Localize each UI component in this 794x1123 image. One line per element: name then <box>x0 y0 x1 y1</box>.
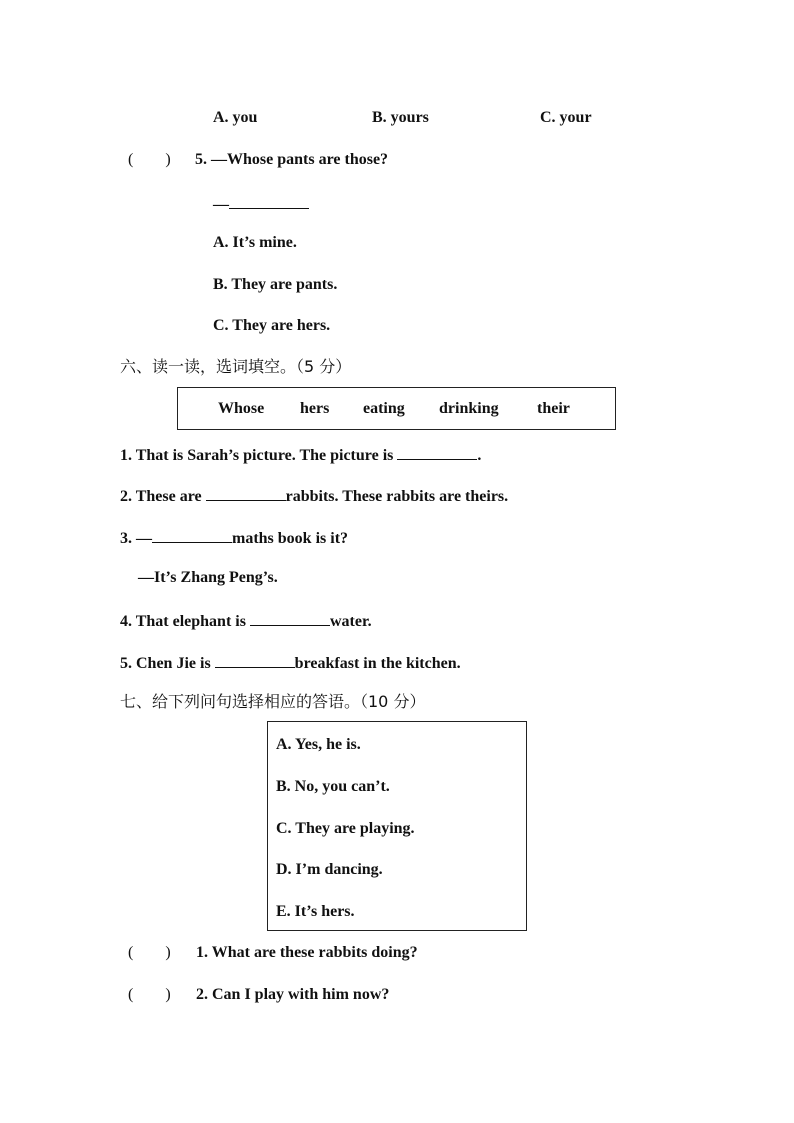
word-bank-box <box>177 387 616 430</box>
s7-q1-answer-paren[interactable]: ( ) <box>128 944 171 961</box>
q5-option-a: A. It’s mine. <box>213 234 297 251</box>
s6-item-4-blank[interactable] <box>250 609 330 626</box>
answer-option-d: D. I’m dancing. <box>276 861 383 878</box>
q4-option-a: A. you <box>213 109 258 126</box>
s6-item-2-end: rabbits. These rabbits are theirs. <box>285 488 509 505</box>
s6-item-4 <box>120 609 372 632</box>
q5-blank[interactable] <box>229 192 309 209</box>
s7-q2-text: 2. Can I play with him now? <box>196 986 390 1003</box>
q5-answer-line <box>213 192 309 215</box>
s6-item-1 <box>120 443 481 466</box>
q5-option-c: C. They are hers. <box>213 317 331 334</box>
s6-item-3-text: 3. — <box>120 530 152 547</box>
s6-item-2-blank[interactable] <box>206 484 286 501</box>
answer-options-box <box>267 721 527 931</box>
q4-option-b: B. yours <box>372 109 429 126</box>
q4-option-c: C. your <box>540 109 592 126</box>
s7-q1-text: 1. What are these rabbits doing? <box>196 944 418 961</box>
s6-item-2 <box>120 484 508 507</box>
answer-option-b: B. No, you can’t. <box>276 778 390 795</box>
word-bank-item: eating <box>363 400 405 417</box>
s6-item-4-text: 4. That elephant is <box>120 613 250 630</box>
section7-heading: 七、给下列问句选择相应的答语。（10 分） <box>120 692 426 711</box>
s6-item-1-blank[interactable] <box>397 443 477 460</box>
section6-heading: 六、读一读，选词填空。（5 分） <box>120 357 352 376</box>
s6-item-5-end: breakfast in the kitchen. <box>294 655 461 672</box>
s6-item-3-answer: —It’s Zhang Peng’s. <box>138 569 278 586</box>
answer-option-a: A. Yes, he is. <box>276 736 361 753</box>
s6-item-5-text: 5. Chen Jie is <box>120 655 215 672</box>
word-bank-item: Whose <box>218 400 265 417</box>
answer-option-c: C. They are playing. <box>276 820 415 837</box>
s6-item-1-text: 1. That is Sarah’s picture. The picture is <box>120 447 398 464</box>
word-bank-item: their <box>537 400 570 417</box>
q5-stem: 5. —Whose pants are those? <box>195 151 389 168</box>
s6-item-5 <box>120 651 461 674</box>
s7-q2-answer-paren[interactable]: ( ) <box>128 986 171 1003</box>
s6-item-1-end: . <box>477 447 482 464</box>
s6-item-4-end: water. <box>329 613 372 630</box>
s6-item-3 <box>120 526 348 549</box>
s6-item-3-blank[interactable] <box>152 526 232 543</box>
s6-item-3-end: maths book is it? <box>232 530 349 547</box>
word-bank-item: drinking <box>439 400 499 417</box>
q5-answer-paren[interactable]: ( ) <box>128 151 171 168</box>
answer-option-e: E. It’s hers. <box>276 903 355 920</box>
q5-dash: — <box>213 196 229 213</box>
word-bank-item: hers <box>300 400 330 417</box>
q5-option-b: B. They are pants. <box>213 276 338 293</box>
s6-item-2-text: 2. These are <box>120 488 206 505</box>
s6-item-5-blank[interactable] <box>215 651 295 668</box>
